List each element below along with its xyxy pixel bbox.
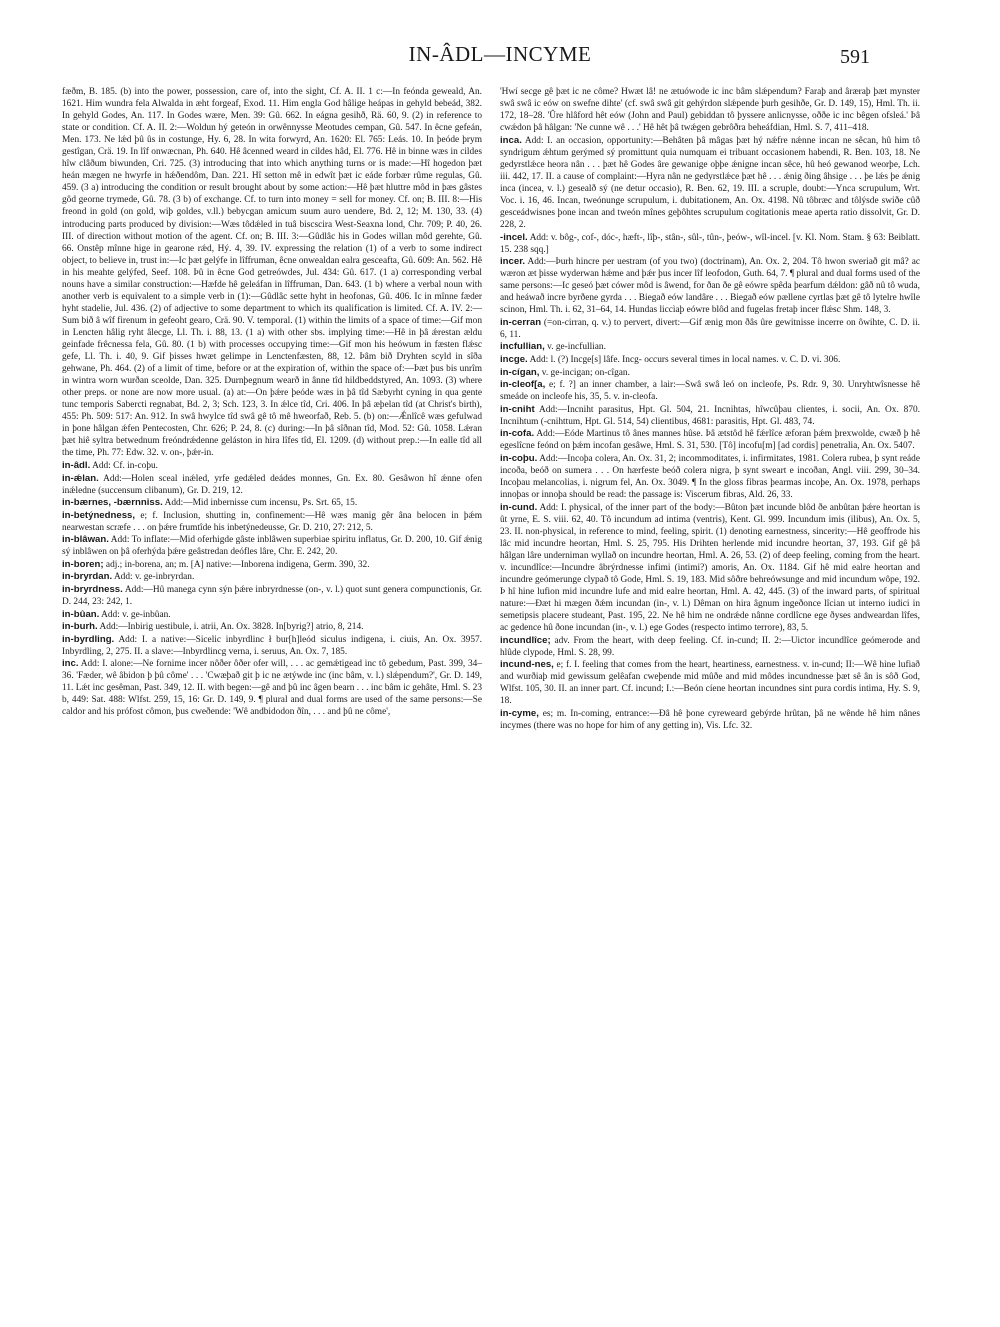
entry-headword: in-cleof[a,	[500, 379, 546, 391]
page-number: 591	[840, 46, 870, 68]
dictionary-entry	[62, 584, 482, 608]
entry-text: adv. From the heart, with deep feeling. Cf. in-cund; II. 2:—Uictor incundlîce geómerode and hlûde clypode, Hml. S. 28, 99.	[500, 635, 920, 658]
entry-headword: in-byrdling.	[62, 633, 115, 645]
entry-text: Add:—Þurh hincre per uestram (of you two) (doctrinam), An. Ox. 2, 204. Tô hwon sweriað git mâ? ac wæron æt þisse wyderwan hǽme and þǽr þus incer lîf leofodon, Guth. 64, 7. ¶ plural and dual forms used of the same persons:—Ic geseó þæt cówer môd is âwend, for ðan ðe gê eówre spêda þearfum dǽldon: gâð nû tô wuda, and heáwað incre byrðene gyrda . . . Biegað eów landâre . . . Biegað eów pællene cyrtlas þæt gê tô lytelre hwîle scinon, Hml. Th. i. 62, 31–64, 14. Hundas liccìaþ eówre blôd and fugelas fretaþ incer flǽsc Shm. 148, 3.	[500, 257, 920, 316]
running-head	[0, 42, 1000, 76]
entry-headword: in-cofa.	[500, 428, 535, 440]
entry-headword: incund-nes,	[500, 659, 554, 671]
entry-headword: in-blâwan.	[62, 534, 109, 546]
entry-text: Add:—Mid inbernisse cum incensu, Ps. Srt. 65, 15.	[164, 498, 358, 509]
entry-text: Add:—Hû manega cynn sýn þǽre inbryrdnesse (on-, v. l.) quot sunt genera compunctionis, Gr. D. 244, 23: 242, 1.	[62, 584, 483, 607]
entry-text: adj.; in-borena, an; m. [A] native:—Inborena indigena, Germ. 390, 32.	[105, 559, 370, 570]
entry-headword: in-cyme,	[500, 707, 539, 719]
entry-headword: in-boren;	[62, 558, 104, 570]
entry-headword: in-bryrdan.	[62, 571, 113, 583]
right-column	[500, 86, 920, 732]
dictionary-entry	[500, 232, 920, 256]
entry-headword: in-coþu.	[500, 452, 538, 464]
entry-headword: -incel.	[500, 231, 528, 243]
entry-text: Add: v. ge-inbûan.	[101, 609, 171, 620]
page-title: IN-ÂDL—INCYME	[408, 42, 592, 66]
entry-headword: in-bryrdness.	[62, 583, 123, 595]
dictionary-entry	[62, 497, 482, 509]
entry-text: Add: v. bôg-, cof-, dóc-, hæft-, lîþ-, stân-, sûl-, tûn-, þeów-, wîl-incel. [v. Kl. Nom. Stam. § 63: Beiblatt. 15. 238 sqq.]	[500, 232, 920, 255]
entry-text: e; f. Inclusion, shutting in, confinement:—Hê wæs manig gêr âna belocen in þǽm nearwestan scræfe . . . on þǽre frumtîde his inbetýnedeusse, Gr. D. 210, 27: 212, 5.	[62, 510, 482, 533]
dictionary-entry	[500, 379, 920, 403]
entry-text: (=on-cirran, q. v.) to pervert, divert:—Gif ænig mon ðâs ûre gewitnisse incerre on ôwihte, C. D. ii. 6, 11.	[500, 317, 920, 340]
entry-text: Add: To inflate:—Mid oferhigde gâste inblâwen superbiae spiritu inflatus, Gr. D. 200, 10. Gif ǽnig sý inblâwen on þâ oferhýda þǽre geâstredan deófles lâre, Chr. E. 242, 20.	[62, 535, 482, 558]
entry-text: e; f. ?] an inner chamber, a lair:—Swâ swâ leó on incleofe, Ps. Rdr. 9, 30. Unryhtwîsnesse hê smeáde on incleofe his, 35, 5. v. in-cleofa.	[500, 380, 920, 403]
entry-text: Add: l. (?) Incge[s] lâfe. Incg- occurs several times in local names. v. C. D. vi. 306.	[529, 355, 841, 366]
dictionary-entry	[500, 428, 920, 452]
dictionary-entry	[62, 621, 482, 633]
entry-headword: inca.	[500, 134, 522, 146]
entry-text: Add: I. alone:—Ne fornime incer nôðer ôðer ofer will, . . . ac gemǽtigead inc tô gebedum, Past. 399, 34–36. 'Fæder, wê âbidon þ þû côme' . . . 'Cwæþað git þ ic ne ætýwde inc (inc bâm, v. l.) slǽpendum?', Gr. D. 149, 11. Lǽt inc gesêman, Past. 349, 12. II. with begen:—gê and þû inc âgen bearn . . . inc bâm ic gehâte, Hml. S. 23 b, 449: Sat. 488: Wlfst. 259, 15, 16: Gr. D. 149, 9. ¶ plural and dual forms are used of the same persons:—Se caldor and his prófost cômon, þus cweðende: 'Wê andbidodon ðîn, . . . and þû ne côme',	[62, 659, 482, 718]
entry-headword: in-bærnes, -bærnniss.	[62, 497, 163, 509]
dictionary-entry	[500, 317, 920, 341]
entry-text: Add: Cf. in-coþu.	[92, 460, 158, 471]
dictionary-entry	[500, 502, 920, 635]
entry-headword: incfullian,	[500, 341, 545, 353]
entry-text: v. ge-incfullian.	[547, 342, 606, 353]
entry-headword: in-bûan.	[62, 608, 100, 620]
entry-text: Add: v. ge-inbryrdan.	[113, 572, 195, 583]
entry-text: Add: I. physical, of the inner part of the body:—Bûton þæt incunde blôd ðe anbûtan þǽre heortan is ût yrne, E. S. viii. 62, 40. Tô incundum ad intima (ventris), Kent. Gl. 999. Incundum imis (ilibus), An. Ox. 5, 23. II. non-physical, in reference to mind, feeling, spirit. (1) denoting earnestness, sincerity:—Hê geoffrode his lâc mid incundre heortan, Hml. S. 25, 795. His Drihten herlende mid incundre heortan, 37, 193. Gif gê þâ hâlgan lâre underniman wyllað on incundre heortan, Hml. A. 26, 53. (2) of deep feeling, coming from the heart. v. incundlîce:—Incundre âbrýrdnesse infimi (intimi?) amoris, An. Ox. 1184. Gif hê mid ealre heortan and incundre geómerunge clypað tô Gode, Hml. S. 19, 183. Mid sôðre behreówsunge and mid incundum wôpe, 192. Þ hî hine lufion mid incundre lufe and mid ealre heortan, Hml. A. 42, 445. (3) of the inward parts, of spiritual nature:—Ðæt hi mægen ðǽm incundan (in-, v. l.) Dêman on hira âgnum ingeðonce lîcian ut interno iudici in semetipsis placere studeant, Past. 195, 22. Ne hê him ne ondrǽde nânne cordlîcne ege ðyses andweardan lîfes, ac gedence hû ðone incundan (in-, v. l.) ege Godes (respecto intimo terrore), 83, 5.	[500, 502, 920, 634]
dictionary-entry	[62, 460, 482, 472]
dictionary-entry	[500, 453, 920, 501]
left-entry-list	[62, 460, 482, 718]
entry-headword: in-cniht	[500, 403, 535, 415]
entry-continuation: 'Hwí secge gê þæt ic ne côme? Hwæt lâ! ne ætuówode ic inc bâm slǽpendum? Faraþ and âræraþ þæt mynster swâ swâ ic eów on swefne dihte' (cf. swâ swâ git gehýrdon slǽpende þurh gesihðe, Gr. D. 149, 15), Hml. Th. ii. 172, 18–28. 'Ûre hlâford hêt eów (John and Paul) gebiddan tô þyssere anlicnysse, oððe ic inc bêgen ofsleá.' Þâ cwǽdon þâ hâlgan: 'Ne cunne wê . . .' Hê hêt þâ twǽgen gebrôðra beheáfdian, Hml. S. 7, 411–418.	[500, 87, 920, 134]
right-entry-list	[500, 135, 920, 732]
dictionary-entry	[62, 658, 482, 718]
entry-headword: in-betýnedness,	[62, 509, 136, 521]
dictionary-entry	[62, 559, 482, 571]
entry-headword: incundlîce;	[500, 634, 551, 646]
entry-text: Add: I. a native:—Sicelic inbyrdlinc ł bur[h]leód siculus indigena, i. ciuis, An. Ox. 3957. Inbyrdling, 2, 275. II. a slave:—Inbyrdlincg verna, i. seruus, An. Ox. 7, 185.	[62, 634, 482, 657]
dictionary-entry	[500, 135, 920, 231]
dictionary-entry	[500, 404, 920, 428]
dictionary-entry	[500, 354, 920, 366]
dictionary-entry	[62, 510, 482, 534]
entry-headword: in-cígan,	[500, 366, 540, 378]
dictionary-entry	[62, 571, 482, 583]
entry-headword: in-âdl.	[62, 459, 91, 471]
entry-headword: incer.	[500, 256, 526, 268]
entry-headword: in-ǽlan.	[62, 472, 99, 484]
dictionary-entry	[62, 473, 482, 497]
dictionary-entry	[500, 341, 920, 353]
entry-text: Add: I. an occasion, opportunity:—Behâten þâ mâgas þæt hý nǽfre nǽnne incan ne sêcan, hû him tô syndrigum ǽhtum gerýmed sý promittunt quia numquam ei tribuant occasionem habendi, R. Ben. 103, 18. Ne gedyrstlǽce heora nân . . . þæt hê Godes âre gewanige oþþe ǽnigne incan sêce, hû heó gewanod weorþe, Lch. iii. 442, 17. II. a cause of complaint:—Hyra nân ne gedyrstlǽce þæt hê . . . ǽnig ðing âhsige . . . þe lǽs þe ǽnig inca (incea, v. l.) gesealð sý (ne detur occasio), R. Ben. 62, 19. III. a scruple, doubt:—Ynca scrupulum, Wrt. Voc. i. 16, 46. Incan, tweónunge scrupulum, i. dubitationem, An. Ox. 4198. Nû tôbræc and tôlýsde swiðe cûð gesceádwisnes þone incan and tweón mînes geþôhtes scrupulum cogitationis meae aperta ratio dissolvit, Gr. D. 228, 2.	[500, 135, 920, 231]
entry-text: e; f. I. feeling that comes from the heart, heartiness, earnestness. v. in-cund; II:—Wê hine lufiað and wurðiaþ mid gewissum gelêafan cweþende mid mûðe and mid môdes incundnesse þæt sê ân is sôð God, Wlfst. 105, 30. II. an inner part. Cf. incund; I.:—Beón cíene heortan incundnes sint pura cordis intima, Hy. S. 9, 18.	[500, 660, 920, 707]
entry-text: Add:—Eóde Martinus tô ânes mannes hûse. Þâ ætstôd hê fǽrlîce æforan þǽm þrexwolde, cwæð þ hê egeslîcne feónd on þǽm incofan gesâwe, Hml. S. 31, 530. [Tô] incofu[m] [ad cordis] penetralia, An. Ox. 5407.	[500, 429, 920, 452]
dictionary-entry	[500, 659, 920, 707]
entry-headword: in-cund.	[500, 501, 538, 513]
dictionary-entry	[500, 256, 920, 316]
entry-headword: in-cerran	[500, 316, 542, 328]
entry-text: Add:—Incniht parasitus, Hpt. Gl. 504, 21. Incnihtas, hîwcûþau clientes, i. socii, An. Ox. 870. Incnihtum (-cnihttum, Hpt. Gl. 514, 54) clientibus, 4681: parasitis, Hpt. Gl. 483, 74.	[500, 404, 920, 427]
dictionary-entry	[500, 635, 920, 659]
dictionary-entry	[62, 634, 482, 658]
left-column	[62, 86, 482, 719]
entry-headword: incge.	[500, 354, 528, 366]
entry-text: es; m. In-coming, entrance:—Ðâ hê þone cyreweard gebýrde hrûtan, þâ ne wênde hê him nânes incymes (there was no hope for him of any getting in), Vis. Lfc. 32.	[500, 708, 920, 731]
entry-headword: in-burh.	[62, 621, 98, 633]
entry-text: Add:—Holen sceal inǽled, yrfe gedǽled deádes monnes, Gn. Ex. 80. Gesâwon hî ǽnne ofen inǽledne (succensum clibanum), Gr. D. 219, 12.	[62, 473, 482, 496]
entry-text: Add:—Inbirig uestibule, i. atrii, An. Ox. 3828. In[byrig?] atrio, 8, 214.	[99, 622, 364, 633]
entry-headword: inc.	[62, 658, 79, 670]
dictionary-entry	[500, 367, 920, 379]
entry-continuation: fæðm, B. 185. (b) into the power, possession, care of, into the sight, Cf. A. II. 1 c:—In feónda geweald, An. 1621. Him wundra fela Alwalda in æht forgeaf, Exod. 11. Him engla God hâlige heápas in gehyld bebeád, 382. In gehyld Godes, An. 117. In Godes wære, Men. 39: Gû. 662. In eágna gesihð, Rä. 60, 9. (2) in reference to state or condition. Cf. A. II. 2:—Woldun hý geteón in orwênnysse Meotudes cempan, Gû. 547. In êcne gefeán, Men. 173. Ne lǽd þû ûs in costunge, Hy. 6, 28. In wita forwyrd, An. 1620: El. 765: Leás. 10. In þeóde þrym gestîgan, Crä. 19. In lîf onwæcnan, Ph. 640. Hê âcenned weard in cildes hâd, El. 776. Hê in binne wæs in cildes hîw clâðum biwunden, Cri. 725. (3) introducing that into which anything turns or is made:—Hî hogedon þæt heán mægen ne hwyrfe in hǽðendôm, Dan. 221. Hî setton mê in edwît þæt ic eáde forbær rûme regulas, Gû. 459. (3 a) introducing the condition or result brought about by some action:—Hê þæt hluttre môd in þæs gâstes gôd georne trymede, Gû. 78. (3 b) of exchange. Cf. to turn into money = sell for money. Cf. on; B. III. 8:—His freond in gold (on gold, wiþ goldes, v.ll.) bebycgan amicum suum auro uendere, Bd. 2, 12; M. 130, 33. (4) introducing parts produced by division:—Wæs tôdǽled in tuâ biscscira West-Seaxna lond, Chr. 709; P. 40, 26. III. of direction without motion of the agent. Cf. on; B. III. 3:—Gûdlâc his in Godes willan môd gerehte, Gû. 66. Onstêp mînne hige in gearone rǽd, Hý. 4, 39. IV. expressing the relation (1) of a verb to some indirect object, to believe in, trust in:—Ic þæt gelýfe in lîffruman, êcne onwealdan ealra gesceafta, Gû. 609: An. 562. Hê in his meahte gelýfed, Seef. 108. Þû in êcne God getreówdes, Jul. 434: Gû. 617. (1 a) corresponding verbal nouns have a similar construction:—Hæfde hê geleáfan in lîffruman, Dan. 643. (1 b) where a verbal noun with another verb is equivalent to a simple verb in (1):—Gûdlâc sette hyht in heofonas, Gû. 406. Ic in mînne fæder hyht stadelie, Jul. 436. (2) of adjective to some department to which its qualification is limited. Cf. A. IV. 2:—Sum bið â wîf firenum in gefeoht gearo, Crä. 90. V. temporal. (1) within the limits of a space of time:—Gif mon in Lencten hâlig ryht âlecge, Ll. Th. i. 88, 13. (1 a) with other sbs. implying time:—Hê in þâ ǽrestan ældu geinfade frêcnessa fela, Gû. 80. (1 b) with processes occupying time:—Gif mon his heówum in fæsten flǽsc gefe, Ll. Th. i. 40, 9. Gif þisses hwæt gelimpe in Lenctenfæsten, 88, 12. Þâm bið Dryhten scyld in sîða gehwane, Ph. 464. (2) of a limit of time, before or at the expiration of, within the space of:—Þæt þus bis unrîm in wintra worn wurðan sceolde, Dan. 325. Durnþegnum wearð in ânne tîd hildbeddstyred, An. 1093. (3) where other preps. or none are now more usual. (a) at:—On þǽre þeóde wæs in þâ tîd Sæbyrht cyning in qua gente tunc temporis Sabercti regnabat, Bd. 2, 3; Sch. 123, 3. In ǽlce tîd, Cri. 406. In þâ æþelan tîd (at Christ's birth), 455: Ph. 509: 517: An. 912. In swâ hwylce tîd swâ gê tô mê hweorfað, Reb. 5. (b) on:—Ǽnlîcê wæs gefulwad in þone hâlgan ǽfen Pentecosten, Chr. 626; P. 24, 8. (c) during:—In þâ sîðnan tîd, Mod. 52: Gû. 1058. Lǽran þæt hiê syltra betwednum freóndrǽdenne geláston in hira lîfes tîd, El. 1209. (d) without prep.:—In ealle tîd all the time, Ph. 77: Edw. 32. v. on-, þǽr-in.	[62, 87, 482, 459]
entry-text: Add:—Incoþa colera, An. Ox. 31, 2; incommoditates, i. infirmitates, 1981. Colera rubea, þ synt reáde incoða, beóð on sumera . . . On hærfeste beóð colera nigra, þ synt sweart e incoðan, Angl. viii. 299, 30–34. Incoþau melancolias, i. nigrum fel, An. Ox. 3049. ¶ In the gloss fibras þearmas incoþe, An. Ox. 1978, perhaps innoþas or innoþa should be read: the passage is: Viscerum fibras, Ald. 26, 33.	[500, 453, 920, 501]
dictionary-entry	[62, 534, 482, 558]
dictionary-entry	[500, 708, 920, 732]
dictionary-entry	[62, 609, 482, 621]
entry-text: v. ge-incigan; on-cîgan.	[541, 367, 630, 378]
